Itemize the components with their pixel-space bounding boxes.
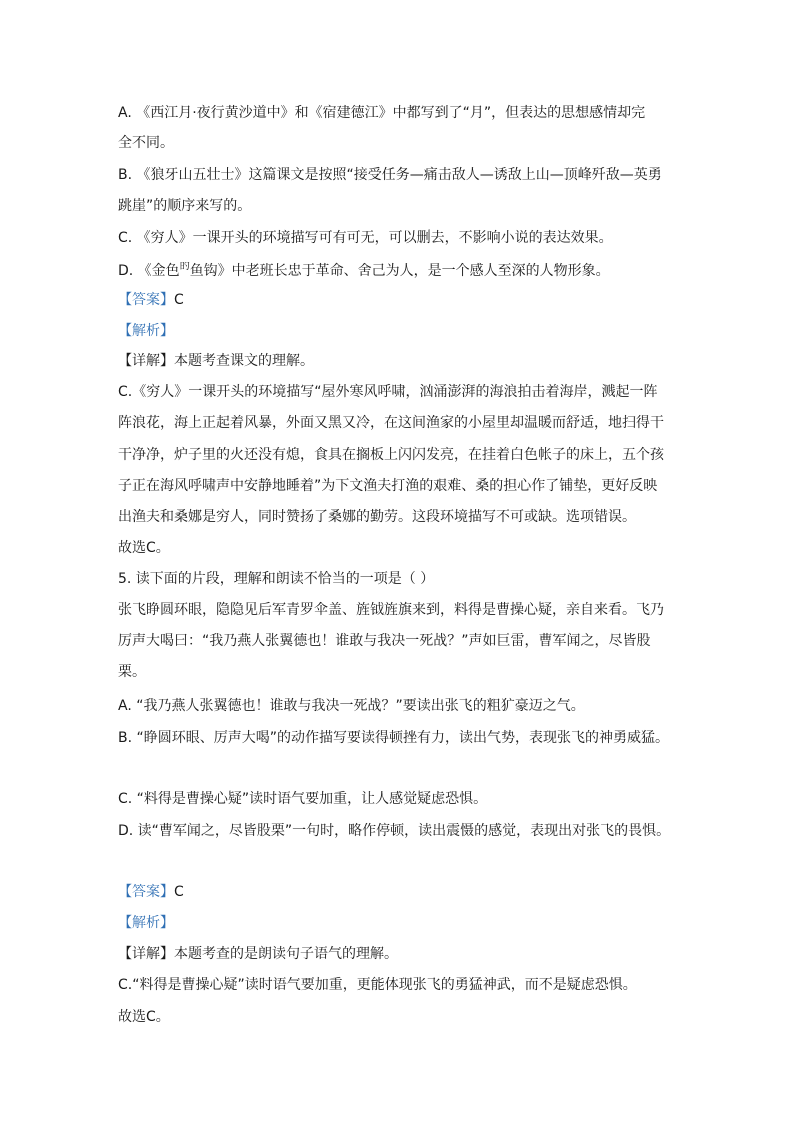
- q5-question: 5. 读下面的片段，理解和朗读不恰当的一项是（ ）: [118, 571, 435, 587]
- q4-answer-value: C: [174, 292, 184, 308]
- q5-passage-line1: 张飞睁圆环眼，隐隐见后军青罗伞盖、旌钺旌旗来到，料得是曹操心疑，亲自来看。飞乃: [118, 602, 664, 618]
- q4-detail-line1: 【详解】本题考查课文的理解。: [118, 353, 314, 369]
- q4-option-a-line2: 全不同。: [118, 135, 174, 151]
- q4-detail-line2: C.《穷人》一课开头的环境描写“屋外寒风呼啸，汹涌澎湃的海浪拍击着海岸，溅起一阵: [118, 384, 658, 400]
- q4-conclusion: 故选C。: [118, 540, 170, 556]
- q4-detail-line5: 子正在海风呼啸声中安静地睡着”为下文渔夫打渔的艰难、桑的担心作了铺垫，更好反映: [118, 478, 658, 494]
- q5-analysis-tag: 【解析】: [118, 915, 174, 931]
- q5-passage-line3: 栗。: [118, 664, 146, 680]
- q4-detail-line3: 阵浪花，海上正起着风暴，外面又黑又冷，在这间渔家的小屋里却温暖而舒适，地扫得干: [118, 415, 664, 431]
- q5-option-c: C. “料得是曹操心疑”读时语气要加重，让人感觉疑虑恐惧。: [118, 791, 488, 807]
- q5-conclusion: 故选C。: [118, 1009, 170, 1025]
- q4-answer: [118, 291, 688, 309]
- q4-option-d-prefix: D. 《金色: [118, 263, 180, 279]
- q5-answer: [118, 883, 688, 901]
- q4-option-a-line1: A. 《西江月·夜行黄沙道中》和《宿建德江》中都写到了“月”，但表达的思想感情却完: [118, 105, 646, 121]
- q4-analysis-tag: 【解析】: [118, 323, 174, 339]
- q5-detail-line1: 【详解】本题考查的是朗读句子语气的理解。: [118, 946, 398, 962]
- q4-detail-line6: 出渔夫和桑娜是穷人，同时赞扬了桑娜的勤劳。这段环境描写不可或缺。选项错误。: [118, 509, 636, 525]
- q4-option-d-suffix: 鱼钩》中老班长忠于革命、舍己为人，是一个感人至深的人物形象。: [189, 263, 610, 279]
- q4-option-b-line1: B. 《狼牙山五壮士》这篇课文是按照“接受任务—痛击敌人—诱敌上山—顶峰歼敌—英勇: [118, 167, 662, 183]
- q4-detail-line4: 干净净，炉子里的火还没有熄，食具在搁板上闪闪发亮，在挂着白色帐子的床上，五个孩: [118, 447, 664, 463]
- q5-option-d: D. 读“曹军闻之，尽皆股栗”一句时，略作停顿，读出震慑的感觉，表现出对张飞的畏惧。: [118, 823, 671, 839]
- q4-answer-tag: 【答案】: [118, 292, 174, 308]
- q5-answer-tag: 【答案】: [118, 884, 174, 900]
- q4-option-d-superscript: 的: [179, 262, 190, 272]
- q5-detail-line2: C.“料得是曹操心疑”读时语气要加重，更能体现张飞的勇猛神武，而不是疑虑恐惧。: [118, 977, 637, 993]
- q5-option-a: A. “我乃燕人张翼德也！谁敢与我决一死战？”要读出张飞的粗犷豪迈之气。: [118, 698, 585, 714]
- q4-option-b-line2: 跳崖”的顺序来写的。: [118, 198, 252, 214]
- q5-passage-line2: 厉声大喝曰：“我乃燕人张翼德也！谁敢与我决一死战？”声如巨雷，曹军闻之，尽皆股: [118, 633, 651, 649]
- q4-option-c: C. 《穷人》一课开头的环境描写可有可无，可以删去，不影响小说的表达效果。: [118, 230, 613, 246]
- q5-option-b: B. “睁圆环眼、厉声大喝”的动作描写要读得顿挫有力，读出气势，表现张飞的神勇威猛。: [118, 730, 670, 746]
- q4-option-d: [118, 262, 688, 282]
- q5-answer-value: C: [174, 884, 184, 900]
